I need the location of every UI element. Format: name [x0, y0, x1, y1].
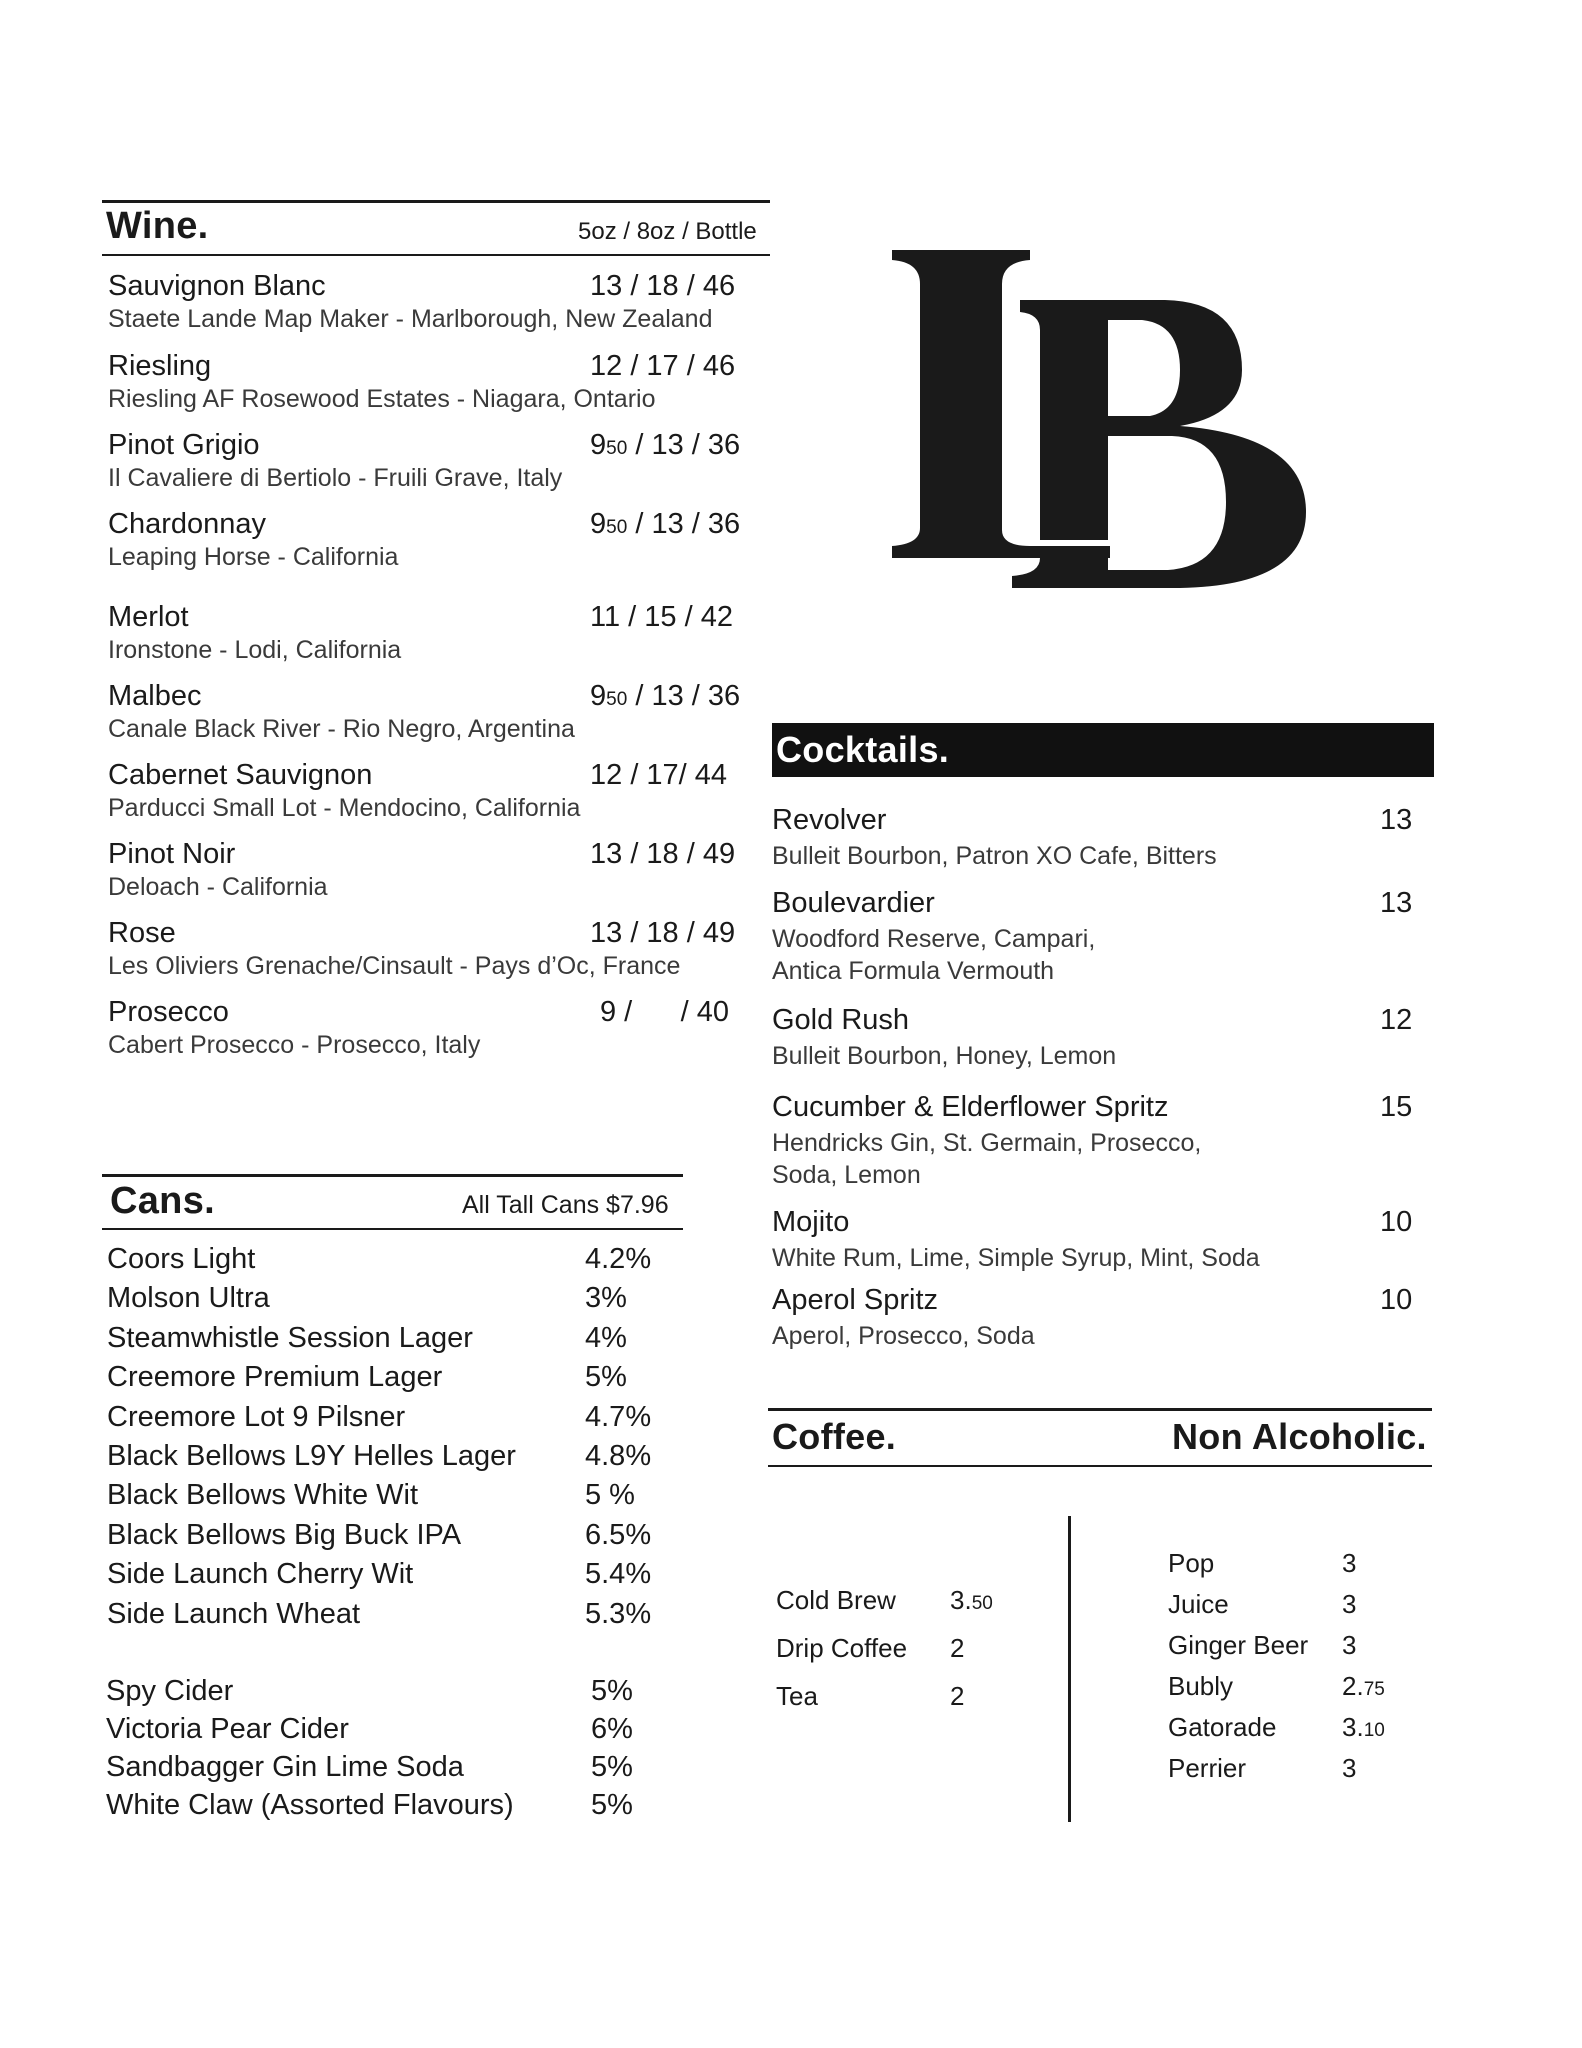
non-alcoholic-item-price: 3: [1342, 1589, 1357, 1619]
can-item-abv: 6.5%: [585, 1518, 652, 1551]
price-cents: 50: [606, 689, 628, 710]
cider-item-abv: 5%: [591, 1751, 633, 1783]
non-alcoholic-item-price: 3: [1342, 1548, 1357, 1578]
wine-item-desc: Deloach - California: [108, 873, 328, 901]
lb-logo: [880, 240, 1340, 600]
cocktail-item-price: 13: [1380, 887, 1413, 919]
coffee-item-price: [950, 1585, 993, 1616]
cocktail-item-desc: Soda, Lemon: [772, 1161, 921, 1189]
cans-price-note: All Tall Cans $7.96: [462, 1191, 669, 1219]
can-item-abv: 4.8%: [585, 1440, 652, 1472]
non-alcoholic-item-name: Gatorade: [1168, 1712, 1277, 1742]
cider-item-name: White Claw (Assorted Flavours): [106, 1789, 514, 1821]
price-cents: 10: [1363, 1720, 1385, 1741]
coffee-top-rule: [768, 1408, 1432, 1411]
cocktail-item-price: 10: [1380, 1284, 1413, 1316]
price-main: 9: [590, 680, 607, 712]
wine-item: [108, 759, 580, 824]
can-item-abv: 3%: [585, 1282, 627, 1315]
cocktail-item-name: Aperol Spritz: [772, 1284, 939, 1316]
wine-item-desc: Ironstone - Lodi, California: [108, 636, 402, 664]
wine-item-desc: Parducci Small Lot - Mendocino, California: [108, 794, 581, 822]
price-rest: / 13 / 36: [627, 429, 741, 461]
can-item-name: Creemore Premium Lager: [107, 1361, 443, 1394]
logo-letter-l-foot-stroke: [892, 546, 1110, 558]
cocktail-item-name: Revolver: [772, 804, 887, 836]
wine-item-name: Sauvignon Blanc: [108, 270, 326, 302]
wine-item-name: Riesling: [108, 350, 212, 382]
wine-item-name: Pinot Noir: [108, 838, 236, 870]
wine-item-desc: Leaping Horse - California: [108, 543, 399, 571]
coffee-item-name: Drip Coffee: [776, 1633, 908, 1663]
wine-sizes-label: 5oz / 8oz / Bottle: [578, 218, 757, 245]
non-alcoholic-item-name: Bubly: [1168, 1671, 1234, 1701]
coffee-item-price: 2: [950, 1633, 965, 1663]
cocktails-section-title: Cocktails.: [776, 729, 950, 770]
wine-item-price: [590, 680, 740, 713]
wine-item-price: 12 / 17 / 46: [590, 350, 736, 382]
non-alcoholic-item-name: Ginger Beer: [1168, 1630, 1309, 1660]
can-item-name: Creemore Lot 9 Pilsner: [107, 1400, 406, 1433]
cider-item-name: Spy Cider: [106, 1675, 234, 1707]
coffee-item-name: Tea: [776, 1681, 818, 1711]
wine-item-name: Malbec: [108, 680, 202, 712]
cocktail-item-name: Gold Rush: [772, 1004, 910, 1036]
cocktails-header-bar: [772, 723, 1434, 777]
cider-item-name: Sandbagger Gin Lime Soda: [106, 1751, 464, 1783]
wine-item-price: 13 / 18 / 49: [590, 838, 736, 870]
logo-letter-l: [892, 250, 1065, 558]
wine-item-desc: Il Cavaliere di Bertiolo - Fruili Grave, Italy: [108, 464, 563, 492]
coffee-item-price: 2: [950, 1681, 965, 1711]
cider-item-abv: 5%: [591, 1789, 633, 1821]
cocktail-item-desc: White Rum, Lime, Simple Syrup, Mint, Soda: [772, 1244, 1260, 1272]
wine-item: [108, 601, 401, 666]
cocktail-item-price: 13: [1380, 804, 1413, 836]
cocktail-item-desc: Bulleit Bourbon, Honey, Lemon: [772, 1042, 1117, 1070]
can-item-name: Side Launch Wheat: [107, 1597, 361, 1630]
can-item-abv: 4.7%: [585, 1400, 652, 1433]
cider-item-name: Victoria Pear Cider: [106, 1713, 349, 1745]
price-rest: / 13 / 36: [627, 508, 741, 540]
cocktail-item-desc: Antica Formula Vermouth: [772, 957, 1055, 985]
wine-item-desc: Canale Black River - Rio Negro, Argentina: [108, 715, 575, 743]
non-alcoholic-item-name: Pop: [1168, 1548, 1215, 1578]
can-item-name: Molson Ultra: [107, 1282, 270, 1315]
price-main: 3.: [1342, 1712, 1364, 1742]
can-item-name: Black Bellows L9Y Helles Lager: [107, 1440, 516, 1472]
wine-section-title: Wine.: [106, 205, 209, 247]
wine-item: [108, 838, 328, 903]
non-alcoholic-item-price: 3: [1342, 1630, 1357, 1660]
price-main: 9: [590, 508, 607, 540]
non-alcoholic-item-price: [1342, 1712, 1385, 1743]
price-cents: 75: [1363, 1679, 1385, 1700]
wine-item-price: [590, 429, 740, 462]
cocktail-item-price: 12: [1380, 1004, 1413, 1036]
can-item-abv: 5%: [585, 1361, 627, 1394]
can-item-name: Black Bellows White Wit: [107, 1479, 419, 1512]
wine-item-name: Prosecco: [108, 996, 229, 1028]
price-cents: 50: [971, 1593, 993, 1614]
wine-item: [108, 996, 480, 1061]
wine-top-rule: [102, 200, 770, 203]
cider-item-abv: 5%: [591, 1675, 633, 1707]
can-item-name: Steamwhistle Session Lager: [107, 1321, 473, 1354]
wine-item-price: 12 / 17/ 44: [590, 759, 728, 791]
can-item-abv: 5 %: [585, 1479, 635, 1512]
cocktail-item-name: Boulevardier: [772, 887, 935, 919]
wine-item: [108, 350, 655, 415]
cans-section-title: Cans.: [110, 1180, 215, 1222]
non-alcoholic-item-name: Juice: [1168, 1589, 1229, 1619]
wine-item-name: Pinot Grigio: [108, 429, 260, 461]
cocktail-item-desc: Woodford Reserve, Campari,: [772, 925, 1096, 953]
wine-item-name: Merlot: [108, 601, 189, 633]
coffee-section-title: Coffee.: [772, 1416, 897, 1457]
cocktail-item-price: 15: [1380, 1091, 1413, 1123]
wine-item-price: 13 / 18 / 46: [590, 270, 736, 302]
wine-item-desc: Cabert Prosecco - Prosecco, Italy: [108, 1031, 481, 1059]
cans-top-rule: [102, 1174, 683, 1177]
cider-item-abv: 6%: [591, 1713, 633, 1745]
coffee-item-name: Cold Brew: [776, 1585, 896, 1615]
price-cents: 50: [606, 438, 628, 459]
wine-item-desc: Riesling AF Rosewood Estates - Niagara, Ontario: [108, 385, 656, 413]
cocktail-item-name: Mojito: [772, 1206, 850, 1238]
coffee-divider: [1068, 1516, 1071, 1822]
wine-item-name: Rose: [108, 917, 176, 949]
can-item-abv: 4%: [585, 1321, 627, 1354]
cocktail-item-price: 10: [1380, 1206, 1413, 1238]
price-main: 3.: [950, 1585, 972, 1615]
price-rest: / 13 / 36: [627, 680, 741, 712]
can-item-abv: 5.3%: [585, 1597, 652, 1630]
wine-item-price: [590, 508, 740, 541]
wine-item-name: Chardonnay: [108, 508, 266, 540]
cocktail-item-name: Cucumber & Elderflower Spritz: [772, 1091, 1169, 1123]
wine-item: [108, 429, 562, 494]
wine-item-price: 13 / 18 / 49: [590, 917, 736, 949]
price-main: 2.: [1342, 1671, 1364, 1701]
non-alcoholic-item-name: Perrier: [1168, 1753, 1247, 1783]
coffee-bottom-rule: [768, 1465, 1432, 1467]
wine-item: [108, 680, 575, 745]
price-main: 9: [590, 429, 607, 461]
non-alcoholic-section-title: Non Alcoholic.: [1172, 1416, 1427, 1457]
wine-item-desc: Les Oliviers Grenache/Cinsault - Pays d’Oc, France: [108, 952, 681, 980]
can-item-name: Coors Light: [107, 1243, 256, 1275]
non-alcoholic-item-price: 3: [1342, 1753, 1357, 1783]
wine-item: [108, 508, 398, 573]
wine-item-name: Cabernet Sauvignon: [108, 759, 373, 791]
wine-item-price: 11 / 15 / 42: [590, 601, 733, 633]
wine-bottom-rule: [102, 254, 770, 256]
can-item-abv: 5.4%: [585, 1558, 652, 1591]
cans-bottom-rule: [102, 1228, 683, 1230]
can-item-abv: 4.2%: [585, 1243, 652, 1275]
cocktail-item-desc: Aperol, Prosecco, Soda: [772, 1322, 1035, 1350]
can-item-name: Black Bellows Big Buck IPA: [107, 1518, 462, 1551]
wine-item-price: 9 / / 40: [600, 996, 729, 1028]
wine-item-desc: Staete Lande Map Maker - Marlborough, New Zealand: [108, 305, 713, 333]
price-cents: 50: [606, 517, 628, 538]
non-alcoholic-item-price: [1342, 1671, 1385, 1702]
cocktail-item-desc: Hendricks Gin, St. Germain, Prosecco,: [772, 1129, 1202, 1157]
can-item-name: Side Launch Cherry Wit: [107, 1558, 414, 1591]
cocktail-item-desc: Bulleit Bourbon, Patron XO Cafe, Bitters: [772, 842, 1217, 870]
